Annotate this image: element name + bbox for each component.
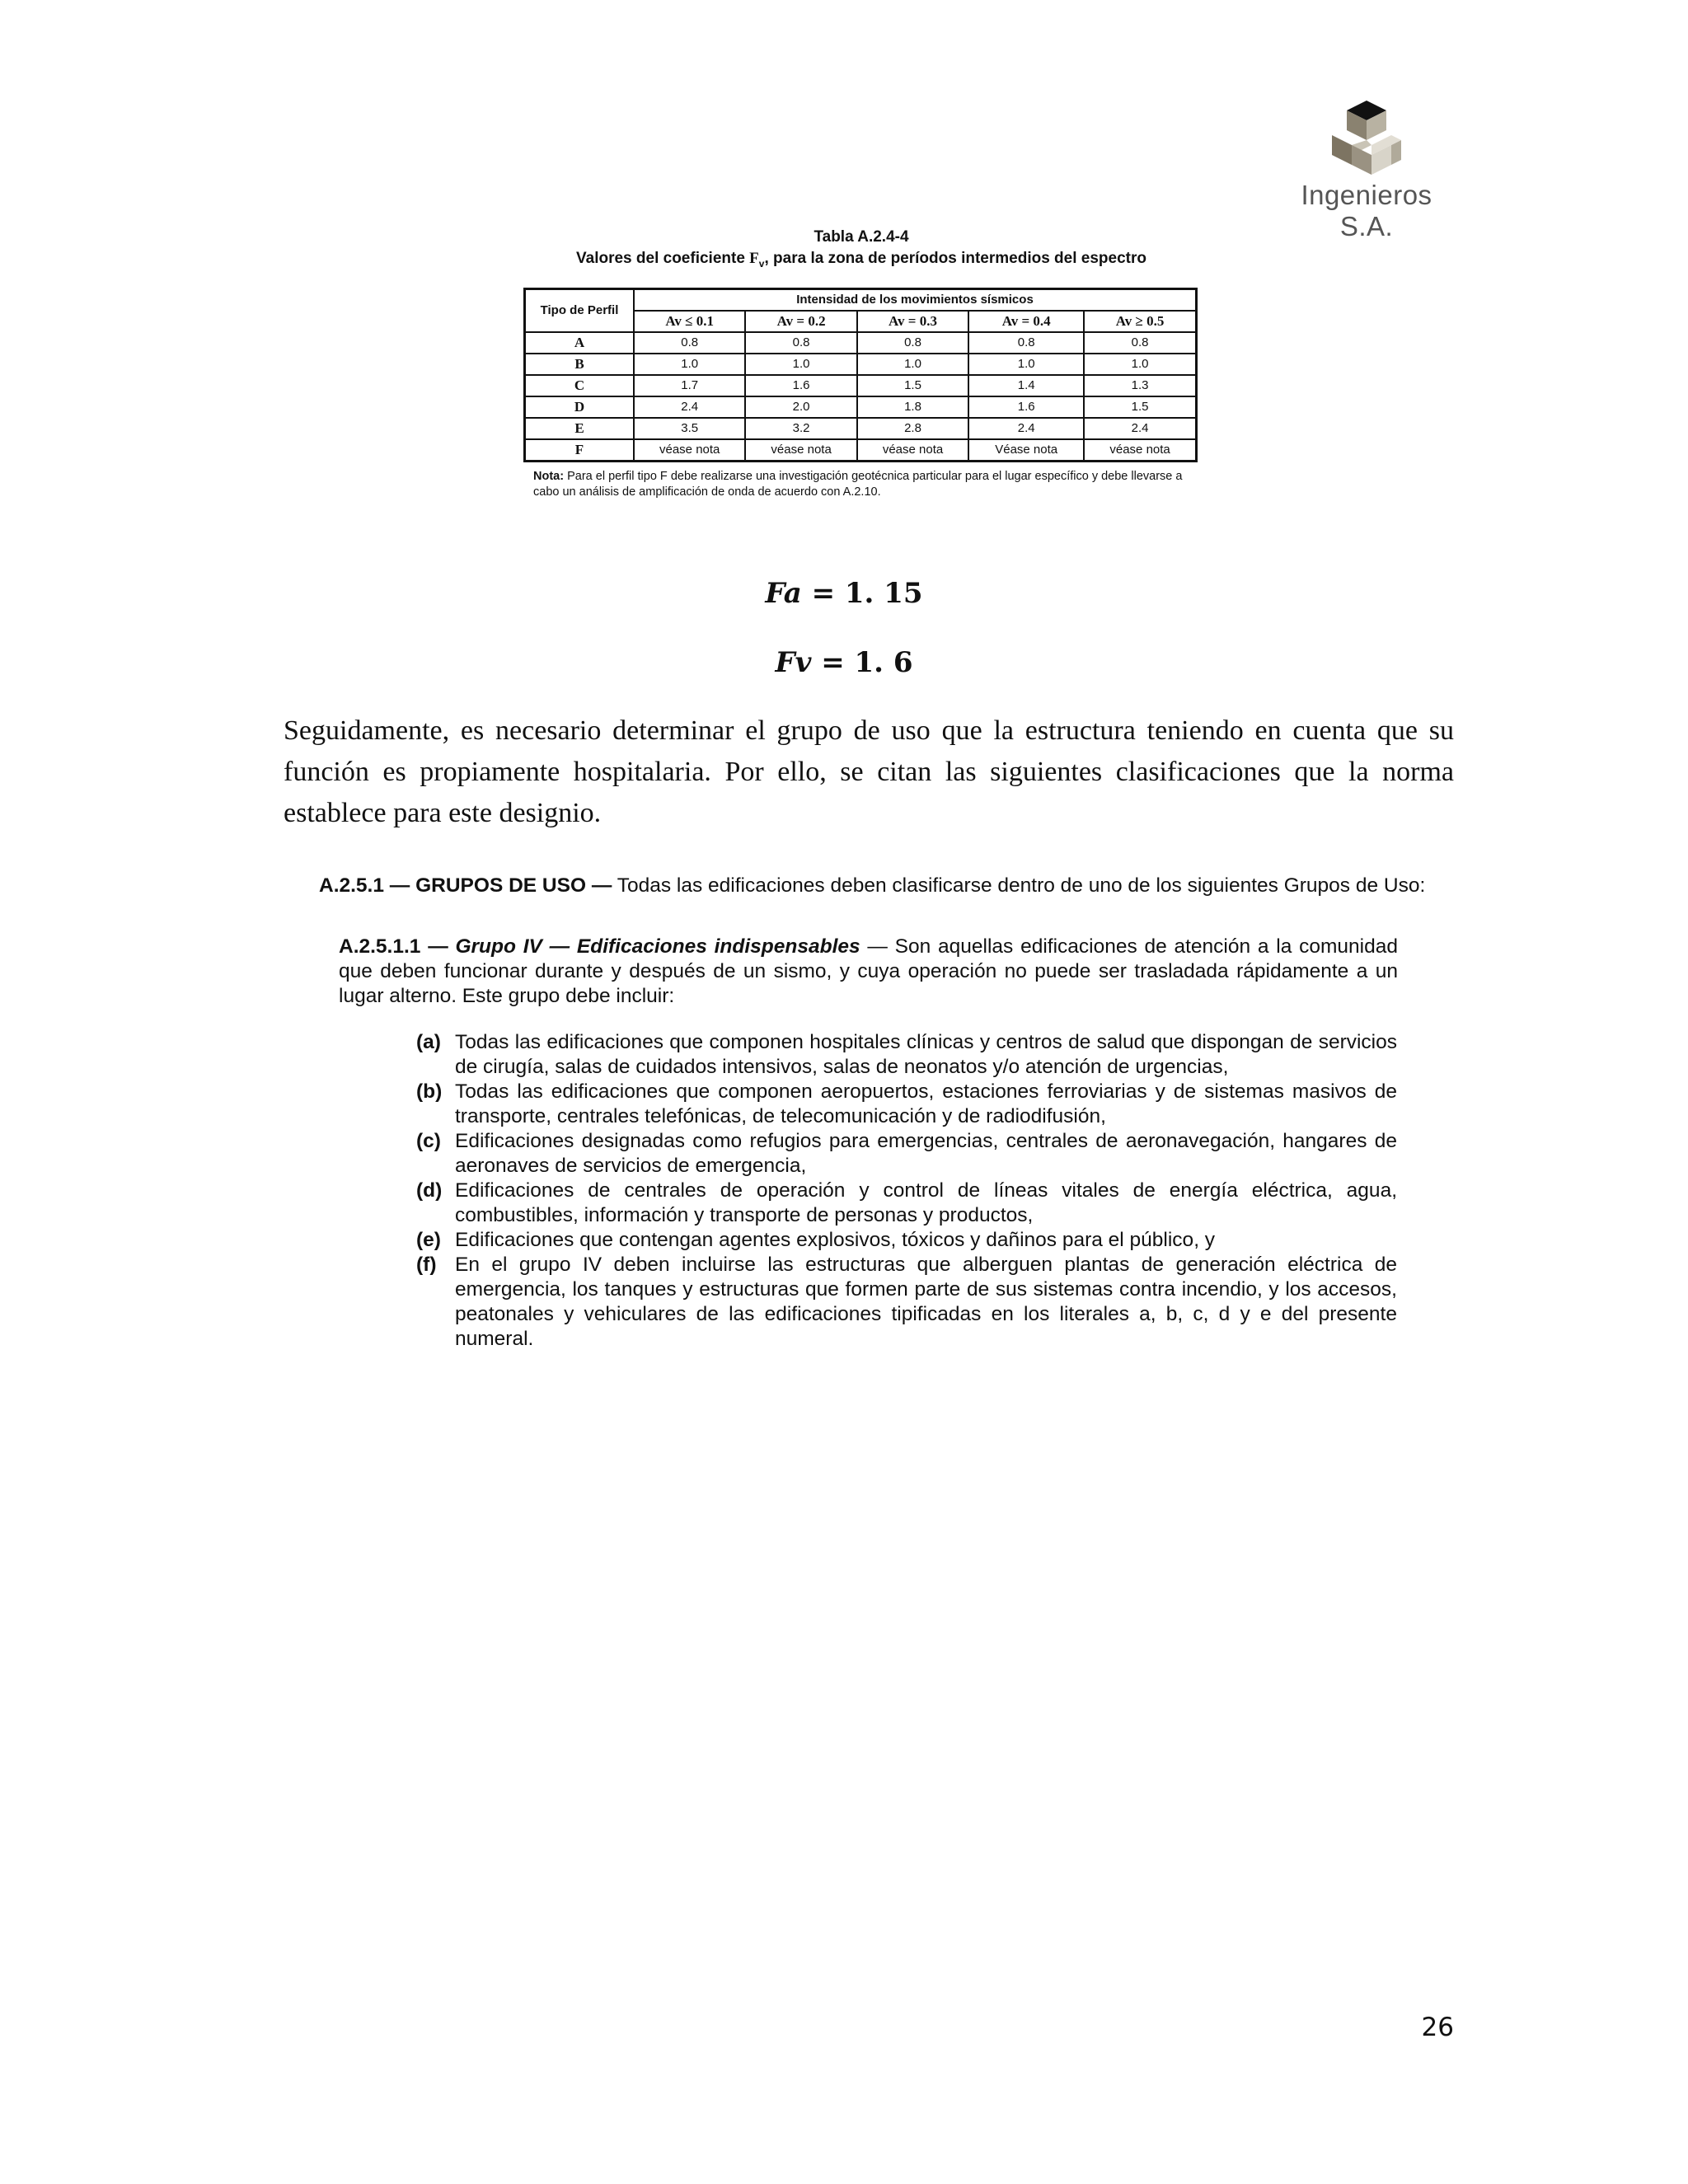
equation-fa: Fa = 1. 15 <box>765 577 923 610</box>
list-item-label: (c) <box>416 1130 441 1152</box>
perfil-cell: A <box>525 332 635 354</box>
list-item <box>416 1228 1397 1253</box>
list-item <box>416 1080 1397 1129</box>
list-item-text: Edificaciones que contengan agentes explosivos, tóxicos y dañinos para el público, y <box>455 1229 1216 1251</box>
value-cell: 2.4 <box>634 396 745 418</box>
value-cell: 3.2 <box>745 418 856 439</box>
table-note: Nota: Para el perfil tipo F debe realizarse una investigación geotécnica particular para el lugar específico y debe llevarse a cabo un análisis de amplificación de onda de acuerdo con A.2.10. <box>533 469 1183 499</box>
column-header: Av ≥ 0.5 <box>1084 311 1196 332</box>
list-item-text: Edificaciones de centrales de operación y control de líneas vitales de energía eléctrica, agua, combustibles, información y transporte de personas y productos, <box>455 1179 1397 1226</box>
list-item-text: En el grupo IV deben incluirse las estructuras que alberguen plantas de generación eléctrica de emergencia, los tanques y estructuras que formen parte de sus sistemas contra incendio, y los accesos, peatonales y vehiculares de las edificaciones tipificadas en los literales a, b, c, d y e del presente numeral. <box>455 1254 1397 1350</box>
perfil-cell: F <box>525 439 635 462</box>
perfil-cell: E <box>525 418 635 439</box>
list-item <box>416 1030 1397 1080</box>
value-cell: 1.0 <box>857 354 968 375</box>
value-cell: 1.3 <box>1084 375 1196 396</box>
value-cell: 1.7 <box>634 375 745 396</box>
value-cell: véase nota <box>745 439 856 462</box>
value-cell: véase nota <box>1084 439 1196 462</box>
table-row <box>525 439 1197 462</box>
row-header: Tipo de Perfil <box>525 288 635 332</box>
value-cell: 1.4 <box>968 375 1084 396</box>
norm-subsection: A.2.5.1.1 — Grupo IV — Edificaciones indispensables — Son aquellas edificaciones de atención a la comunidad que deben funcionar durante y después de un sismo, y cuya operación no puede ser trasladada rápidamente a un lugar alterno. Este grupo debe incluir: <box>339 935 1398 1007</box>
value-cell: véase nota <box>857 439 968 462</box>
page-number: 26 <box>1421 2013 1454 2042</box>
value-cell: 2.8 <box>857 418 968 439</box>
value-cell: 0.8 <box>968 332 1084 354</box>
norm-list <box>416 1030 1397 1352</box>
column-header: Av = 0.3 <box>857 311 968 332</box>
list-item <box>416 1129 1397 1179</box>
list-item-label: (a) <box>416 1031 441 1053</box>
value-cell: 1.6 <box>968 396 1084 418</box>
body-paragraph: Seguidamente, es necesario determinar el grupo de uso que la estructura teniendo en cuenta que su función es propiamente hospitalaria. Por ello, se citan las siguientes clasificaciones que la norma establece para este designio. <box>284 715 1454 828</box>
value-cell: 2.4 <box>1084 418 1196 439</box>
value-cell: 2.0 <box>745 396 856 418</box>
table-subtitle: Valores del coeficiente $F_v$, para la zona de períodos intermedios del espectro <box>576 250 1146 269</box>
value-cell: 1.8 <box>857 396 968 418</box>
value-cell: 1.0 <box>968 354 1084 375</box>
perfil-cell: B <box>525 354 635 375</box>
table-row <box>525 332 1197 354</box>
list-item <box>416 1179 1397 1228</box>
table-row <box>525 354 1197 375</box>
norm-heading: A.2.5.1 — GRUPOS DE USO — Todas las edificaciones deben clasificarse dentro de uno de los siguientes Grupos de Uso: <box>319 874 1426 897</box>
value-cell: 1.6 <box>745 375 856 396</box>
equation-fv: Fv = 1. 6 <box>775 646 913 679</box>
value-cell: 1.0 <box>634 354 745 375</box>
value-cell: 1.5 <box>857 375 968 396</box>
value-cell: 2.4 <box>968 418 1084 439</box>
table-row <box>525 418 1197 439</box>
value-cell: 0.8 <box>745 332 856 354</box>
value-cell: 1.0 <box>745 354 856 375</box>
value-cell: Véase nota <box>968 439 1084 462</box>
value-cell: 1.0 <box>1084 354 1196 375</box>
coefficient-table <box>523 288 1198 462</box>
group-header: Intensidad de los movimientos sísmicos <box>634 288 1197 311</box>
list-item-text: Edificaciones designadas como refugios para emergencias, centrales de aeronavegación, hangares de aeronaves de servicios de emergencia, <box>455 1130 1397 1177</box>
cube-logo-icon <box>1319 97 1414 180</box>
table-figure <box>499 227 1224 500</box>
list-item <box>416 1253 1397 1352</box>
list-item-label: (d) <box>416 1179 443 1202</box>
table-row <box>525 396 1197 418</box>
value-cell: 0.8 <box>1084 332 1196 354</box>
value-cell: 0.8 <box>634 332 745 354</box>
value-cell: 1.5 <box>1084 396 1196 418</box>
table-title: Tabla A.2.4-4 <box>814 228 909 246</box>
value-cell: 0.8 <box>857 332 968 354</box>
list-item-label: (b) <box>416 1080 443 1103</box>
logo-text: Ingenieros S.A. <box>1301 180 1432 241</box>
value-cell: 3.5 <box>634 418 745 439</box>
list-item-text: Todas las edificaciones que componen aeropuertos, estaciones ferroviarias y de sistemas masivos de transporte, centrales telefónicas, de telecomunicación y de radiodifusión, <box>455 1080 1397 1127</box>
company-logo <box>1276 97 1457 241</box>
list-item-label: (e) <box>416 1229 441 1251</box>
perfil-cell: C <box>525 375 635 396</box>
norm-excerpt <box>319 874 1428 1352</box>
column-header: Av = 0.2 <box>745 311 856 332</box>
column-header: Av ≤ 0.1 <box>634 311 745 332</box>
value-cell: véase nota <box>634 439 745 462</box>
column-header: Av = 0.4 <box>968 311 1084 332</box>
table-row <box>525 375 1197 396</box>
perfil-cell: D <box>525 396 635 418</box>
list-item-label: (f) <box>416 1254 437 1276</box>
list-item-text: Todas las edificaciones que componen hospitales clínicas y centros de salud que dispongan de servicios de cirugía, salas de cuidados intensivos, salas de neonatos y/o atención de urgencias, <box>455 1031 1397 1078</box>
